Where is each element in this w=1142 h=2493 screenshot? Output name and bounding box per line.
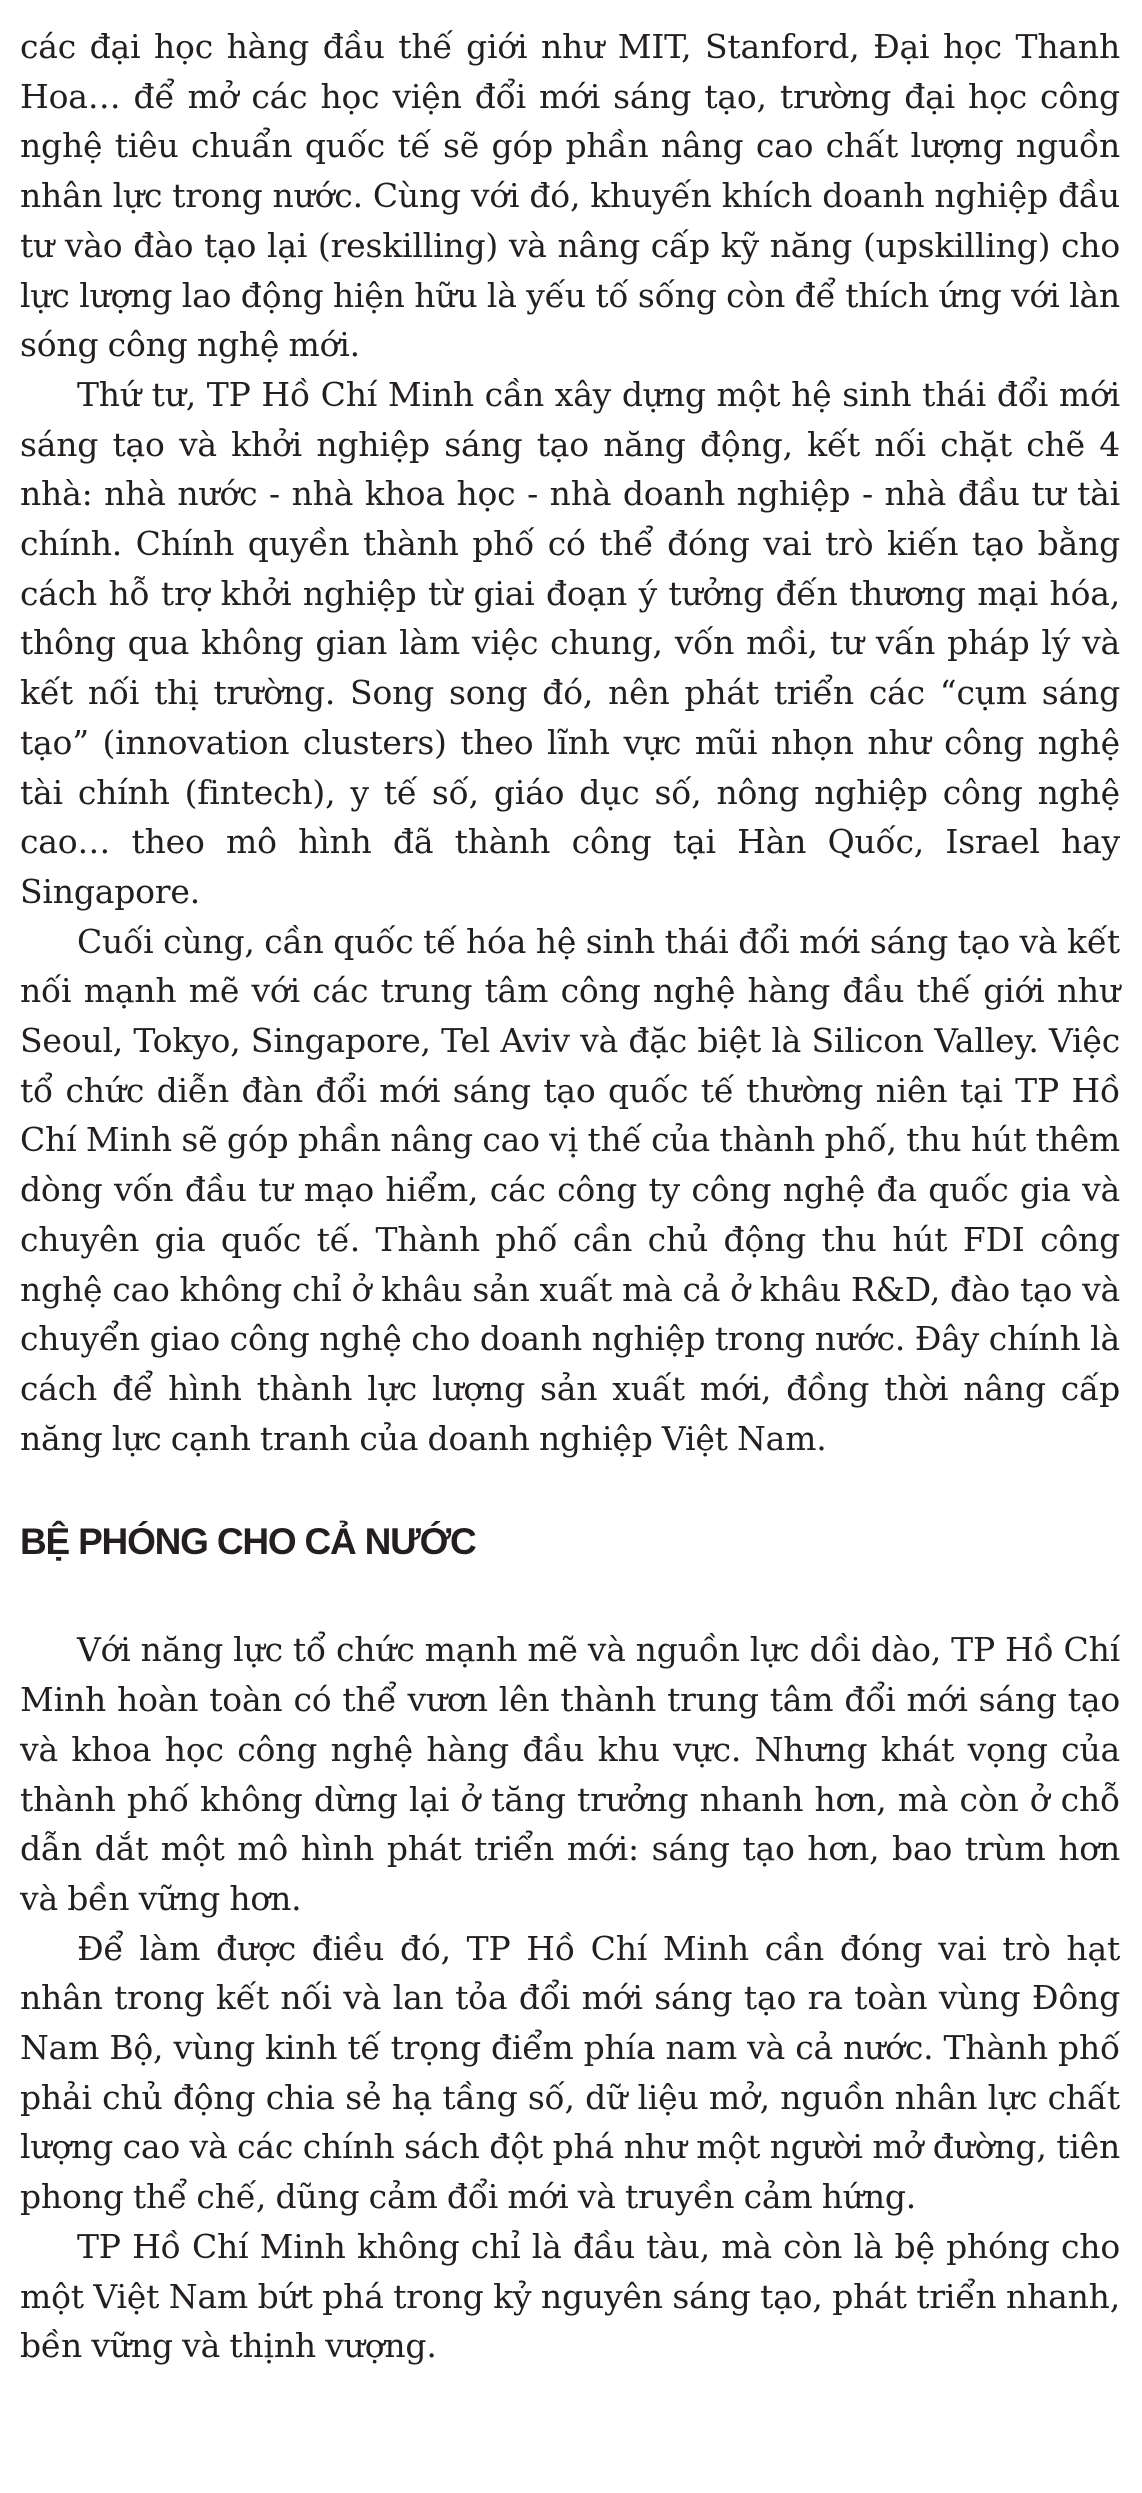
paragraph-continued: các đại học hàng đầu thế giới như MIT, Stanford, Đại học Thanh Hoa… để mở các học viện đổi mới sáng tạo, trường đại học công nghệ tiêu chuẩn quốc tế sẽ góp phần nâng cao chất lượng nguồn nhân lực trong nước. Cùng với đó, khuyến khích doanh nghiệp đầu tư vào đào tạo lại (reskilling) và nâng cấp kỹ năng (upskilling) cho lực lượng lao động hiện hữu là yếu tố sống còn để thích ứng với làn sóng công nghệ mới.: [20, 27, 1120, 365]
paragraph-fourth-solution: Thứ tư, TP Hồ Chí Minh cần xây dựng một hệ sinh thái đổi mới sáng tạo và khởi nghiệp sáng tạo năng động, kết nối chặt chẽ 4 nhà: nhà nước - nhà khoa học - nhà doanh nghiệp - nhà đầu tư tài chính. Chính quyền thành phố có thể đóng vai trò kiến tạo bằng cách hỗ trợ khởi nghiệp từ giai đoạn ý tưởng đến thương mại hóa, thông qua không gian làm việc chung, vốn mồi, tư vấn pháp lý và kết nối thị trường. Song song đó, nên phát triển các “cụm sáng tạo” (innovation clusters) theo lĩnh vực mũi nhọn như công nghệ tài chính (fintech), y tế số, giáo dục số, nông nghiệp công nghệ cao… theo mô hình đã thành công tại Hàn Quốc, Israel hay Singapore.: [20, 374, 1120, 911]
paragraph-internationalization: Cuối cùng, cần quốc tế hóa hệ sinh thái đổi mới sáng tạo và kết nối mạnh mẽ với các trung tâm công nghệ hàng đầu thế giới như Seoul, Tokyo, Singapore, Tel Aviv và đặc biệt là Silicon Valley. Việc tổ chức diễn đàn đổi mới sáng tạo quốc tế thường niên tại TP Hồ Chí Minh sẽ góp phần nâng cao vị thế của thành phố, thu hút thêm dòng vốn đầu tư mạo hiểm, các công ty công nghệ đa quốc gia và chuyên gia quốc tế. Thành phố cần chủ động thu hút FDI công nghệ cao không chỉ ở khâu sản xuất mà cả ở khâu R&D, đào tạo và chuyển giao công nghệ cho doanh nghiệp trong nước. Đây chính là cách để hình thành lực lượng sản xuất mới, đồng thời nâng cấp năng lực cạnh tranh của doanh nghiệp Việt Nam.: [20, 921, 1120, 1458]
paragraph-capacity: Với năng lực tổ chức mạnh mẽ và nguồn lực dồi dào, TP Hồ Chí Minh hoàn toàn có thể vươn lên thành trung tâm đổi mới sáng tạo và khoa học công nghệ hàng đầu khu vực. Nhưng khát vọng của thành phố không dừng lại ở tăng trưởng nhanh hơn, mà còn ở chỗ dẫn dắt một mô hình phát triển mới: sáng tạo hơn, bao trùm hơn và bền vững hơn.: [20, 1630, 1120, 1918]
paragraph-role: Để làm được điều đó, TP Hồ Chí Minh cần đóng vai trò hạt nhân trong kết nối và lan tỏa đổi mới sáng tạo ra toàn vùng Đông Nam Bộ, vùng kinh tế trọng điểm phía nam và cả nước. Thành phố phải chủ động chia sẻ hạ tầng số, dữ liệu mở, nguồn nhân lực chất lượng cao và các chính sách đột phá như một người mở đường, tiên phong thể chế, dũng cảm đổi mới và truyền cảm hứng.: [20, 1928, 1120, 2217]
section-heading: BỆ PHÓNG CHO CẢ NƯỚC: [20, 1521, 476, 1563]
paragraph-conclusion: TP Hồ Chí Minh không chỉ là đầu tàu, mà còn là bệ phóng cho một Việt Nam bứt phá trong kỷ nguyên sáng tạo, phát triển nhanh, bền vững và thịnh vượng.: [20, 2226, 1120, 2366]
